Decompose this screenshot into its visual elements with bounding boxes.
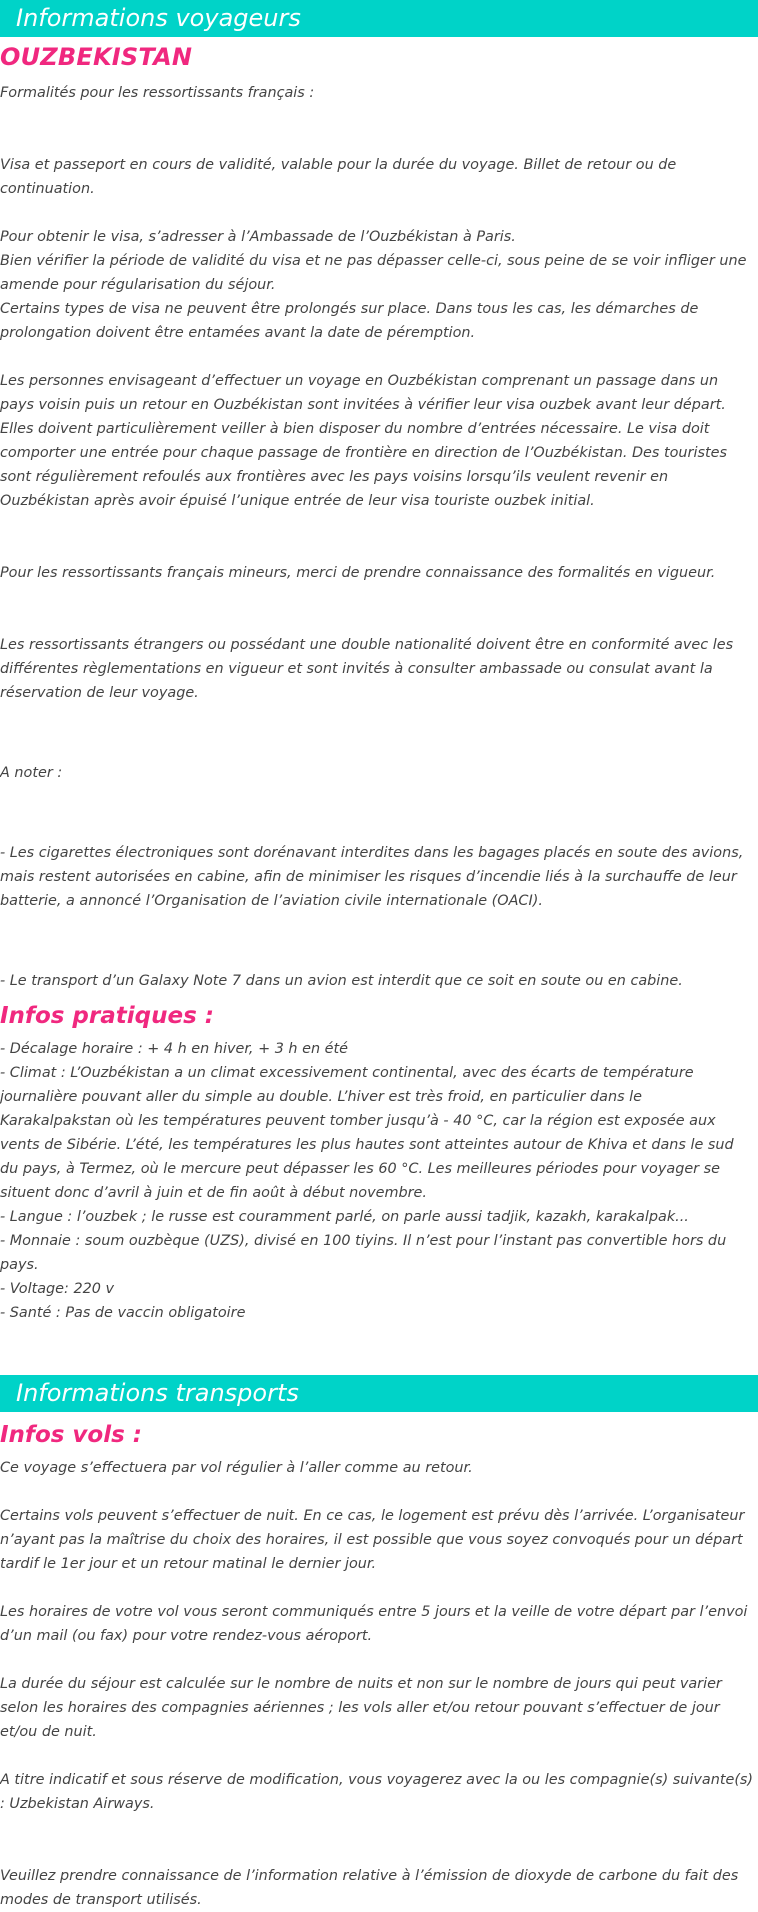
vol-regulier-text: Ce voyage s’effectuera par vol régulier à l’aller comme au retour. — [0, 1460, 473, 1476]
etrangers-text: Les ressortissants étrangers ou possédant une double nationalité doivent être en conformité avec les différentes règlementations en vigueur et sont invités à consulter ambassade ou consulat avant la réservation de leur voyage. — [0, 637, 734, 701]
cigarettes-text: - Les cigarettes électroniques sont dorénavant interdites dans les bagages placés en soute des avions, mais restent autorisées en cabine, afin de minimiser les risques d’incendie liés à la surchauffe de leur batterie, a annoncé l’Organisation de l’aviation civile internationale (OACI). — [0, 845, 744, 909]
list-item: - Décalage horaire : + 4 h en hiver, + 3 h en été — [0, 1041, 349, 1057]
duree-sejour-text: La durée du séjour est calculée sur le nombre de nuits et non sur le nombre de jours qui peut varier selon les horaires des compagnies aériennes ; les vols aller et/ou retour pouvant s’effectuer de jour et/ou de nuit. — [0, 1676, 722, 1740]
list-item: - Langue : l’ouzbek ; le russe est couramment parlé, on parle aussi tadjik, kazakh, karakalpak... — [0, 1209, 689, 1225]
compagnies-text: A titre indicatif et sous réserve de modification, vous voyagerez avec la ou les compagnie(s) suivante(s) : Uzbekistan Airways. — [0, 1772, 754, 1812]
infos-pratiques-title: Infos pratiques : — [0, 1003, 214, 1029]
infos-pratiques-list — [0, 1037, 758, 1325]
vols-nuit-text: Certains vols peuvent s’effectuer de nuit. En ce cas, le logement est prévu dès l’arrivée. L’organisateur n’ayant pas la maîtrise du choix des horaires, il est possible que vous soyez convoqués pour un départ tardif le 1er jour et un retour matinal le dernier jour. — [0, 1508, 745, 1572]
galaxy-text: - Le transport d’un Galaxy Note 7 dans un avion est interdit que ce soit en soute ou en cabine. — [0, 973, 683, 989]
mineurs-text: Pour les ressortissants français mineurs, merci de prendre connaissance des formalités en vigueur. — [0, 565, 716, 581]
list-item: - Voltage: 220 v — [0, 1281, 115, 1297]
a-noter-label: A noter : — [0, 765, 63, 781]
pays-voisin-text: Les personnes envisageant d’effectuer un voyage en Ouzbékistan comprenant un passage dans un pays voisin puis un retour en Ouzbékistan sont invitées à vérifier leur visa ouzbek avant leur départ. Elles doivent particulièrement veiller à bien disposer du nombre d’entrées nécessaire. Le visa doit comporter une entrée pour chaque passage de frontière en direction de l’Ouzbékistan. Des touristes sont régulièrement refoulés aux frontières avec les pays voisins lorsqu’ils veulent revenir en Ouzbékistan après avoir épuisé l’unique entrée de leur visa touriste ouzbek initial. — [0, 373, 727, 509]
visa-line: Certains types de visa ne peuvent être prolongés sur place. Dans tous les cas, les démarches de prolongation doivent être entamées avant la date de péremption. — [0, 301, 699, 341]
formalites-intro: Formalités pour les ressortissants français : — [0, 85, 315, 101]
horaires-text: Les horaires de votre vol vous seront communiqués entre 5 jours et la veille de votre départ par l’envoi d’un mail (ou fax) pour votre rendez-vous aéroport. — [0, 1604, 748, 1644]
list-item: - Monnaie : soum ouzbèque (UZS), divisé en 100 tiyins. Il n’est pour l’instant pas convertible hors du pays. — [0, 1233, 727, 1273]
transports-content — [0, 1456, 758, 1912]
banner-informations-transports: Informations transports — [0, 1375, 758, 1412]
visa-passeport-text: Visa et passeport en cours de validité, valable pour la durée du voyage. Billet de retour ou de continuation. — [0, 157, 677, 197]
banner-informations-voyageurs: Informations voyageurs — [0, 0, 758, 37]
infos-vols-title: Infos vols : — [0, 1422, 143, 1448]
visa-line: Pour obtenir le visa, s’adresser à l’Ambassade de l’Ouzbékistan à Paris. — [0, 229, 516, 245]
list-item: - Climat : L’Ouzbékistan a un climat excessivement continental, avec des écarts de température journalière pouvant aller du simple au double. L’hiver est très froid, en particulier dans le Karakalpakstan où les températures peuvent tomber jusqu’à - 40 °C, car la région est exposée aux vents de Sibérie. L’été, les températures les plus hautes sont atteintes autour de Khiva et dans le sud du pays, à Termez, où le mercure peut dépasser les 60 °C. Les meilleures périodes pour voyager se situent donc d’avril à juin et de fin août à début novembre. — [0, 1065, 734, 1201]
list-item: - Santé : Pas de vaccin obligatoire — [0, 1305, 246, 1321]
voyageurs-content — [0, 81, 758, 993]
country-title: OUZBEKISTAN — [0, 43, 193, 71]
visa-line: Bien vérifier la période de validité du visa et ne pas dépasser celle-ci, sous peine de se voir infliger une amende pour régularisation du séjour. — [0, 253, 747, 293]
co2-text: Veuillez prendre connaissance de l’information relative à l’émission de dioxyde de carbone du fait des modes de transport utilisés. — [0, 1868, 739, 1908]
